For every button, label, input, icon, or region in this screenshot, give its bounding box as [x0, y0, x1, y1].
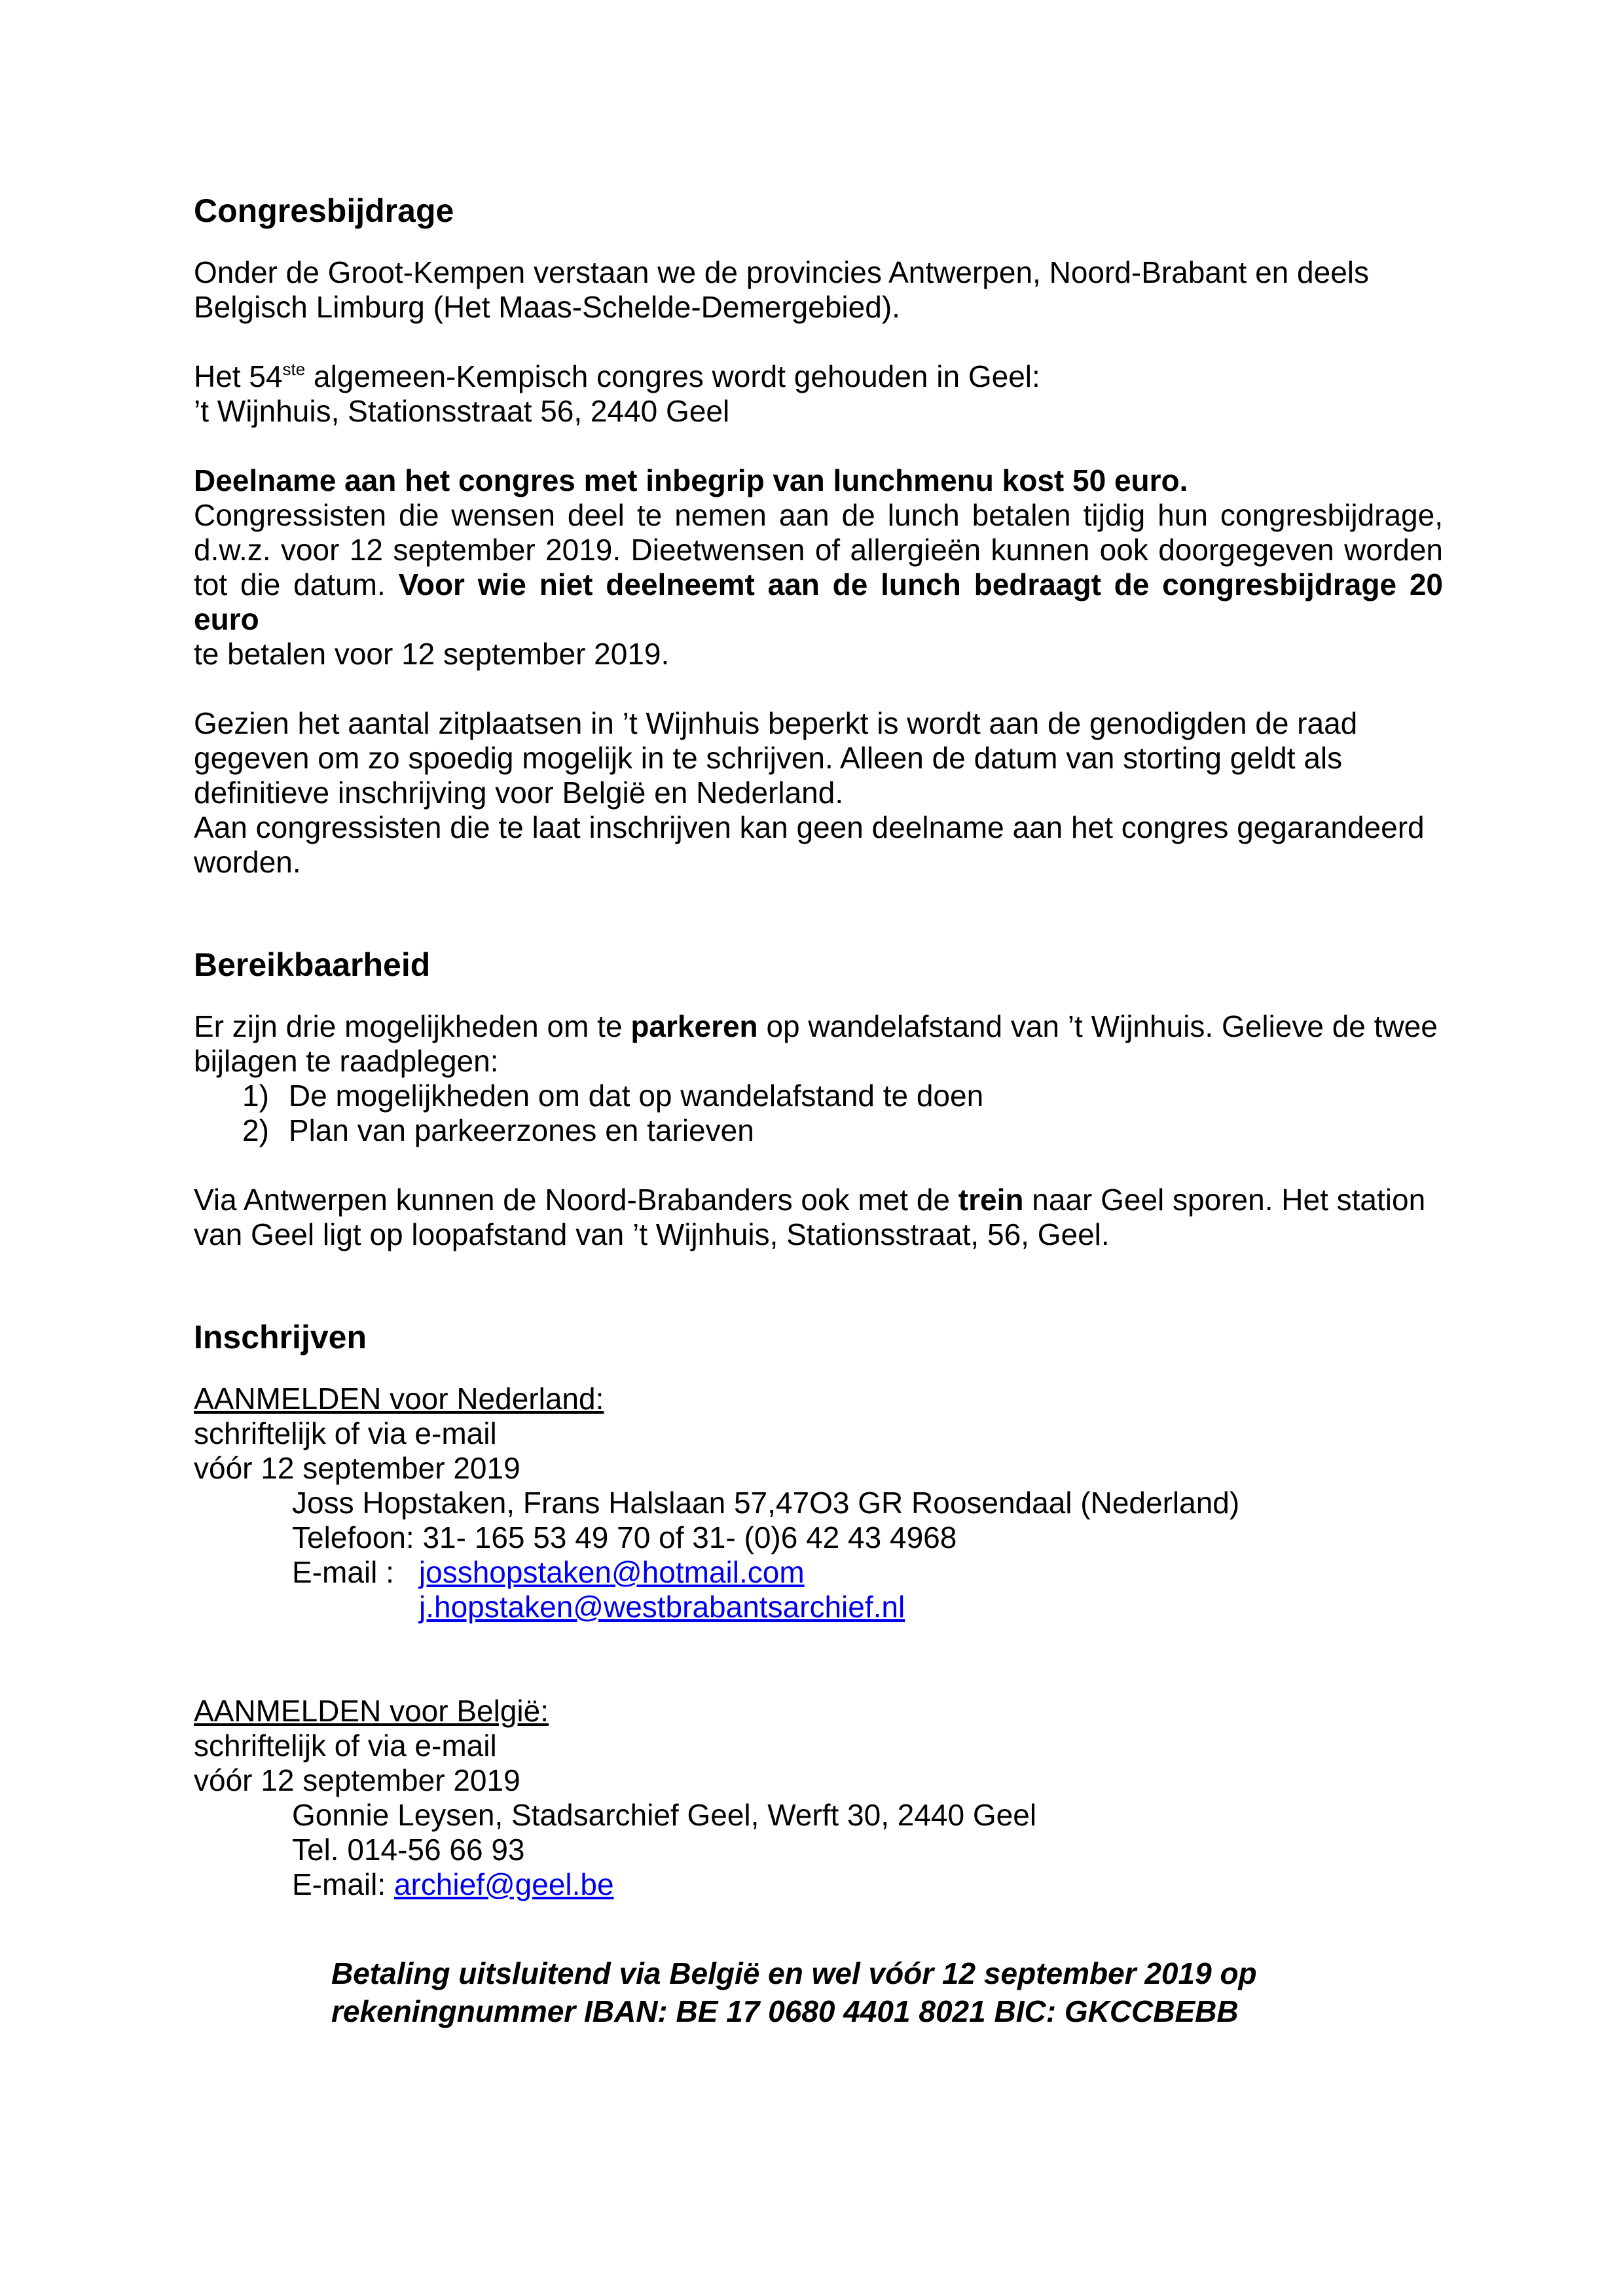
text-line: Het 54: [194, 359, 283, 393]
paragraph-congress-location: [194, 359, 1443, 429]
registration-netherlands: [194, 1382, 1443, 1624]
email-label: E-mail:: [292, 1867, 394, 1901]
heading-bereikbaarheid: Bereikbaarheid: [194, 946, 431, 983]
paragraph-train: [194, 1183, 1443, 1252]
parkeren-bold: parkeren: [630, 1009, 758, 1043]
text-line: Congressisten die wensen deel te nemen aan de lunch betalen tijdig hun congresbijdrage, d.w.z. voor 12 september 2019. Dieetwensen of allergieën kunnen ook doorgegeven worden tot die datum.: [194, 498, 1443, 601]
contact-email-row: [194, 1867, 1443, 1902]
email-link-geel[interactable]: archief@geel.be: [393, 1867, 614, 1901]
registration-title-be: AANMELDEN voor België:: [194, 1694, 549, 1728]
text-line: algemeen-Kempisch congres wordt gehouden in Geel:: [305, 359, 1040, 393]
text-line: van Geel ligt op loopafstand van ’t Wijnhuis, Stationsstraat, 56, Geel.: [194, 1217, 1110, 1251]
text-line: Onder de Groot-Kempen verstaan we de provincies Antwerpen, Noord-Brabant en deels: [194, 255, 1370, 289]
fee-bold-text: Deelname aan het congres met inbegrip van lunchmenu kost 50 euro.: [194, 463, 1188, 497]
trein-bold: trein: [958, 1183, 1024, 1217]
heading-congresbijdrage: Congresbijdrage: [194, 192, 454, 229]
text-line: bijlagen te raadplegen:: [194, 1044, 499, 1078]
contact-address: Gonnie Leysen, Stadsarchief Geel, Werft 30, 2440 Geel: [292, 1798, 1037, 1832]
text-line: Gezien het aantal zitplaatsen in ’t Wijnhuis beperkt is wordt aan de genodigden de raad: [194, 706, 1358, 740]
heading-inschrijven: Inschrijven: [194, 1319, 367, 1355]
text-line: schriftelijk of via e-mail: [194, 1729, 497, 1763]
paragraph-parking: [194, 1009, 1443, 1079]
text-line: vóór 12 september 2019: [194, 1451, 520, 1485]
paragraph-fees: [194, 463, 1443, 672]
list-item: [194, 1113, 1443, 1148]
text-line: worden.: [194, 845, 301, 879]
payment-notice: [194, 1954, 1443, 2030]
text-line: ’t Wijnhuis, Stationsstraat 56, 2440 Geel: [194, 394, 730, 428]
text-line: definitieve inschrijving voor België en Nederland.: [194, 776, 844, 810]
contact-email-row: [194, 1555, 1443, 1590]
attachment-list: [194, 1079, 1443, 1148]
text-line: schriftelijk of via e-mail: [194, 1416, 497, 1450]
text-line: te betalen voor 12 september 2019.: [194, 637, 670, 671]
payment-line: Betaling uitsluitend via België en wel vóór 12 september 2019 op: [331, 1956, 1257, 1990]
text-line: gegeven om zo spoedig mogelijk in te schrijven. Alleen de datum van storting geldt als: [194, 741, 1343, 775]
text-line: naar Geel sporen. Het station: [1023, 1183, 1426, 1217]
text-line: vóór 12 september 2019: [194, 1763, 520, 1797]
list-number: 2): [242, 1113, 269, 1147]
contact-address: Joss Hopstaken, Frans Halslaan 57,47O3 GR Roosendaal (Nederland): [292, 1486, 1240, 1520]
contact-phone: Tel. 014-56 66 93: [292, 1833, 525, 1867]
registration-belgium: [194, 1694, 1443, 1902]
email-label: E-mail :: [292, 1555, 394, 1589]
payment-line: rekeningnummer IBAN: BE 17 0680 4401 8021 BIC: GKCCBEBB: [331, 1994, 1239, 2028]
fee-bold-text-2: Voor wie niet deelneemt aan de lunch bedraagt de congresbijdrage 20 euro: [194, 567, 1444, 636]
paragraph-groot-kempen: [194, 255, 1443, 325]
list-text: Plan van parkeerzones en tarieven: [288, 1113, 754, 1147]
registration-title-nl: AANMELDEN voor Nederland:: [194, 1382, 604, 1416]
document-body: [194, 191, 1443, 2030]
contact-email-row-2: [194, 1590, 1443, 1624]
paragraph-seats: [194, 706, 1443, 880]
email-link-hotmail[interactable]: josshopstaken@hotmail.com: [418, 1555, 805, 1589]
list-item: [194, 1079, 1443, 1113]
text-line: op wandelafstand van ’t Wijnhuis. Gelieve de twee: [757, 1009, 1438, 1043]
text-line: Via Antwerpen kunnen de Noord-Brabanders ook met de: [194, 1183, 958, 1217]
superscript: ste: [282, 359, 306, 379]
list-number: 1): [242, 1079, 269, 1113]
list-text: De mogelijkheden om dat op wandelafstand te doen: [288, 1079, 984, 1113]
text-line: Aan congressisten die te laat inschrijven kan geen deelname aan het congres gegarandeerd: [194, 810, 1425, 844]
text-line: Belgisch Limburg (Het Maas-Schelde-Demergebied).: [194, 290, 900, 324]
contact-phone: Telefoon: 31- 165 53 49 70 of 31- (0)6 42 43 4968: [292, 1520, 957, 1554]
text-line: Er zijn drie mogelijkheden om te: [194, 1009, 631, 1043]
email-link-westbrabantsarchief[interactable]: j.hopstaken@westbrabantsarchief.nl: [419, 1590, 905, 1624]
